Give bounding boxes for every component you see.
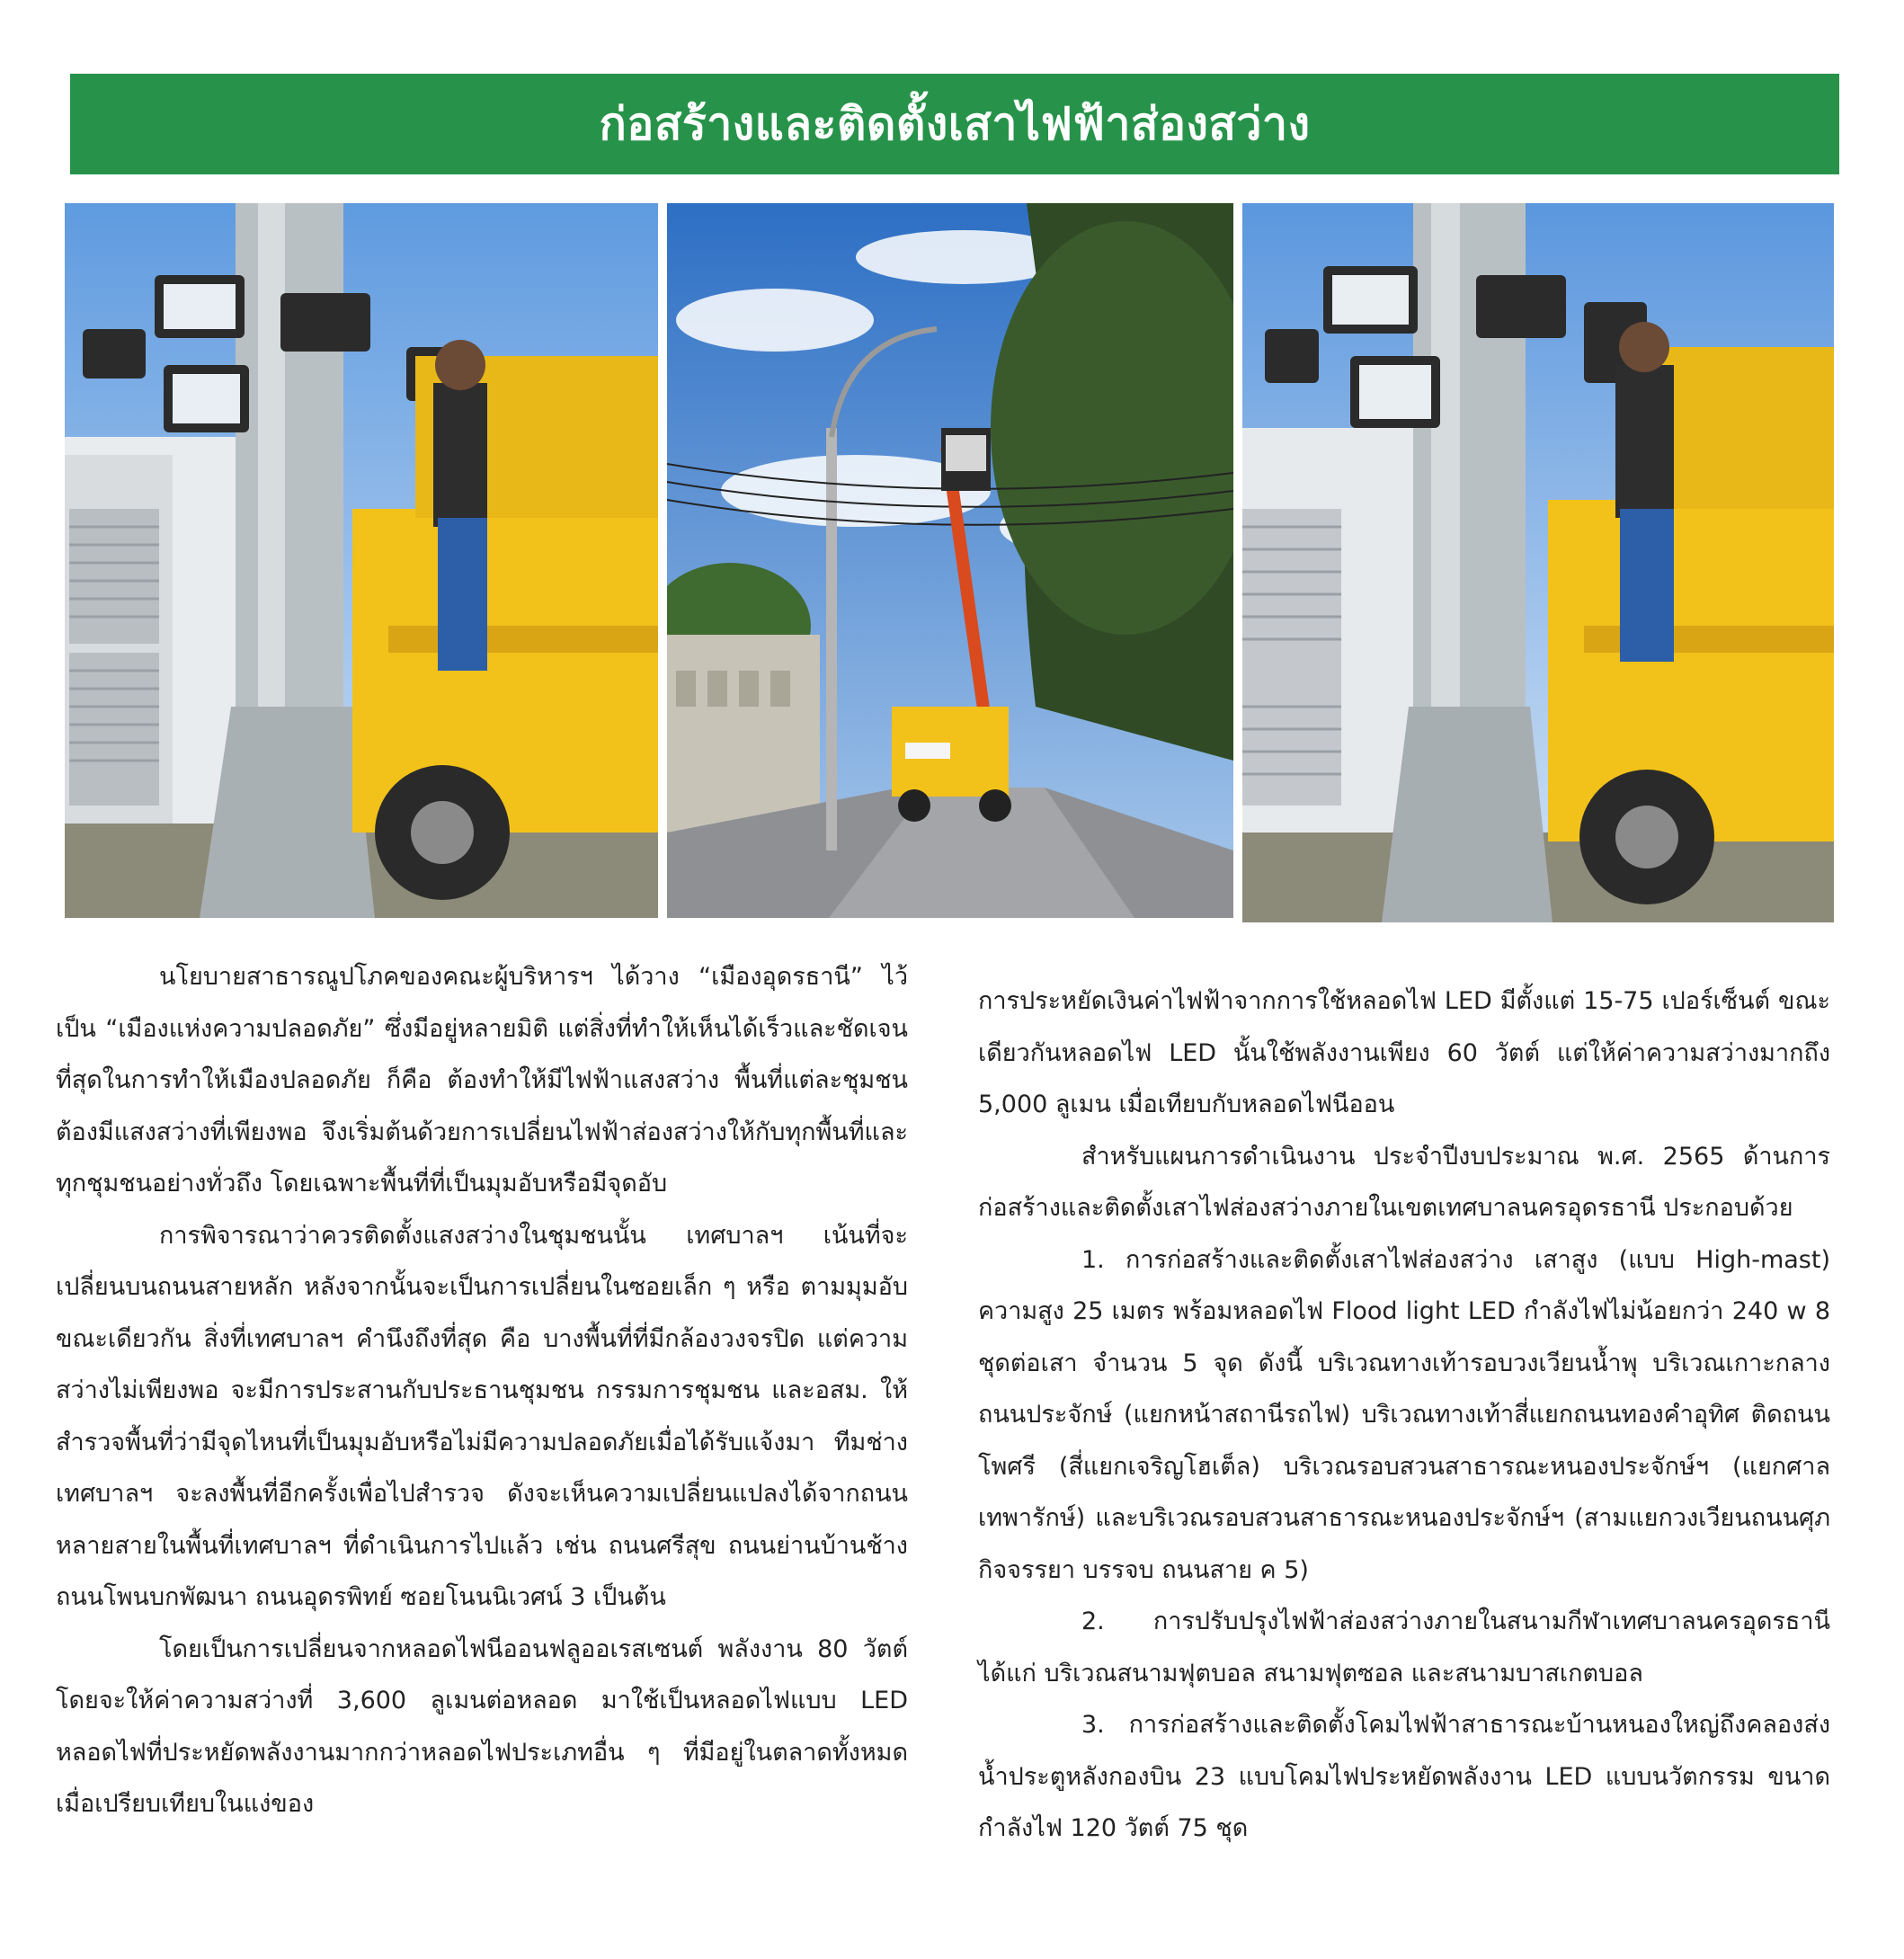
photo-street-light-truck [667, 203, 1233, 918]
list-item: 3. การก่อสร้างและติดตั้งโคมไฟฟ้าสาธารณะบ้านหนองใหญ่ถึงคลองส่งน้ำประตูหลังกองบิน 23 แบบโคมไฟประหยัดพลังงาน LED แบบนวัตกรรม ขนาดกำลังไฟ 120 วัตต์ 75 ชุด [978, 1711, 1830, 1842]
paragraph: โดยเป็นการเปลี่ยนจากหลอดไฟนีออนฟลูออเรสเซนต์ พลังงาน 80 วัตต์ โดยจะให้ค่าความสว่างที่ 3,600 ลูเมนต่อหลอด มาใช้เป็นหลอดไฟแบบ LED หลอดไฟที่ประหยัดพลังงานมากกว่าหลอดไฟประเภทอื่น ๆ ที่มีอยู่ในตลาดทั้งหมด เมื่อเปรียบเทียบในแง่ของ [56, 1634, 908, 1818]
list-item: 1. การก่อสร้างและติดตั้งเสาไฟส่องสว่าง เสาสูง (แบบ High-mast) ความสูง 25 เมตร พร้อมหลอดไฟ Flood light LED กำลังไฟไม่น้อยกว่า 240 w 8 ชุดต่อเสา จำนวน 5 จุด ดังนี้ บริเวณทางเท้ารอบวงเวียนน้ำพุ บริเวณเกาะกลางถนนประจักษ์ (แยกหน้าสถานีรถไฟ) บริเวณทางเท้าสี่แยกถนนทองคำอุทิศ ติดถนนโพศรี (สี่แยกเจริญโฮเต็ล) บริเวณรอบสวนสาธารณะหนองประจักษ์ฯ (แยกศาลเทพารักษ์) และบริเวณรอบสวนสาธารณะหนองประจักษ์ฯ (สามแยกวงเวียนถนนศุภกิจจรรยา บรรจบ ถนนสาย ค 5) [978, 1245, 1830, 1584]
photo-high-mast-right [1242, 203, 1834, 922]
page-title: ก่อสร้างและติดตั้งเสาไฟฟ้าส่องสว่าง [599, 97, 1311, 150]
photo-high-mast-left [65, 203, 658, 918]
list-item: 2. การปรับปรุงไฟฟ้าส่องสว่างภายในสนามกีฬาเทศบาลนครอุดรธานี ได้แก่ บริเวณสนามฟุตบอล สนามฟุตซอล และสนามบาสเกตบอล [978, 1607, 1830, 1687]
article-column-right [978, 975, 1830, 1855]
paragraph: การประหยัดเงินค่าไฟฟ้าจากการใช้หลอดไฟ LED มีตั้งแต่ 15-75 เปอร์เซ็นต์ ขณะเดียวกันหลอดไฟ LED นั้นใช้พลังงานเพียง 60 วัตต์ แต่ให้ค่าความสว่างมากถึง 5,000 ลูเมน เมื่อเทียบกับหลอดไฟนีออน [978, 987, 1830, 1118]
title-banner [70, 74, 1839, 174]
paragraph: นโยบายสาธารณูปโภคของคณะผู้บริหารฯ ได้วาง “เมืองอุดรธานี” ไว้เป็น “เมืองแห่งความปลอดภัย” ซึ่งมีอยู่หลายมิติ แต่สิ่งที่ทำให้เห็นได้เร็วและชัดเจนที่สุดในการทำให้เมืองปลอดภัย ก็คือ ต้องทำให้มีไฟฟ้าแสงสว่าง พื้นที่แต่ละชุมชนต้องมีแสงสว่างที่เพียงพอ จึงเริ่มต้นด้วยการเปลี่ยนไฟฟ้าส่องสว่างให้กับทุกพื้นที่และทุกชุมชนอย่างทั่วถึง โดยเฉพาะพื้นที่ที่เป็นมุมอับหรือมีจุดอับ [56, 963, 908, 1198]
paragraph: สำหรับแผนการดำเนินงาน ประจำปีงบประมาณ พ.ศ. 2565 ด้านการก่อสร้างและติดตั้งเสาไฟส่องสว่างภายในเขตเทศบาลนครอุดรธานี ประกอบด้วย [978, 1142, 1830, 1222]
paragraph: การพิจารณาว่าควรติดตั้งแสงสว่างในชุมชนนั้น เทศบาลฯ เน้นที่จะเปลี่ยนบนถนนสายหลัก หลังจากนั้นจะเป็นการเปลี่ยนในซอยเล็ก ๆ หรือ ตามมุมอับ ขณะเดียวกัน สิ่งที่เทศบาลฯ คำนึงถึงที่สุด คือ บางพื้นที่ที่มีกล้องวงจรปิด แต่ความสว่างไม่เพียงพอ จะมีการประสานกับประธานชุมชน กรรมการชุมชน และอสม. ให้สำรวจพื้นที่ว่ามีจุดไหนที่เป็นมุมอับหรือไม่มีความปลอดภัยเมื่อได้รับแจ้งมา ทีมช่างเทศบาลฯ จะลงพื้นที่อีกครั้งเพื่อไปสำรวจ ดังจะเห็นความเปลี่ยนแปลงได้จากถนนหลายสายในพื้นที่เทศบาลฯ ที่ดำเนินการไปแล้ว เช่น ถนนศรีสุข ถนนย่านบ้านช้าง ถนนโพนบกพัฒนา ถนนอุดรพิทย์ ซอยโนนนิเวศน์ 3 เป็นต้น [56, 1221, 908, 1611]
article-column-left [56, 951, 908, 1830]
